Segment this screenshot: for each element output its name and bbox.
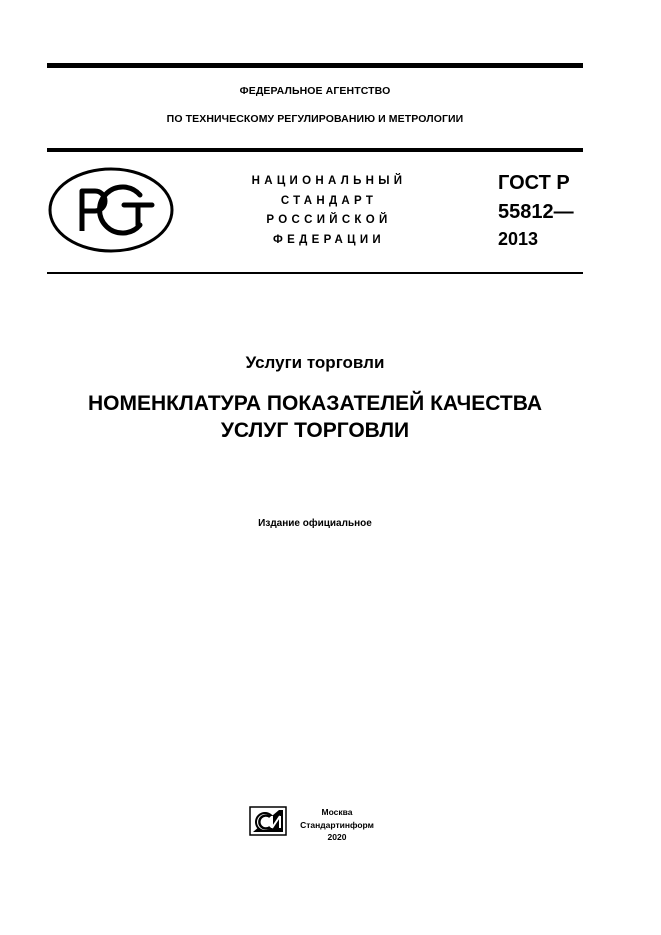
rst-conformity-mark-icon [48,167,174,253]
publisher-city: Москва [321,807,353,817]
standard-designation [498,169,574,251]
lower-rule [47,272,583,274]
edition-label: Издание официальное [258,518,372,529]
document-title-line1: НОМЕНКЛАТУРА ПОКАЗАТЕЛЕЙ КАЧЕСТВА [88,392,542,415]
agency-name-line2: ПО ТЕХНИЧЕСКОМУ РЕГУЛИРОВАНИЮ И МЕТРОЛОГИИ [166,113,464,125]
publisher-name: Стандартинформ [300,819,374,830]
standard-type-line3: РОССИЙСКОЙ [266,214,392,226]
publication-year: 2020 [327,832,347,842]
agency-name-line1: ФЕДЕРАЛЬНОЕ АГЕНТСТВО [239,85,391,97]
top-rule [47,63,583,68]
document-title [20,390,610,444]
document-subtitle: Услуги торговли [245,353,385,372]
standard-type-line2: СТАНДАРТ [280,194,378,207]
designation-number: 55812— [498,201,574,223]
designation-year: 2013 [498,229,539,249]
standartinform-logo-icon [249,806,287,836]
designation-prefix: ГОСТ Р [498,172,570,194]
publisher-info [294,806,380,844]
standard-type-line4: ФЕДЕРАЦИИ [273,233,385,246]
middle-rule [47,148,583,152]
document-title-line2: УСЛУГ ТОРГОВЛИ [220,419,410,442]
standard-type-block [236,172,422,250]
standard-type-line1: НАЦИОНАЛЬНЫЙ [251,175,407,187]
